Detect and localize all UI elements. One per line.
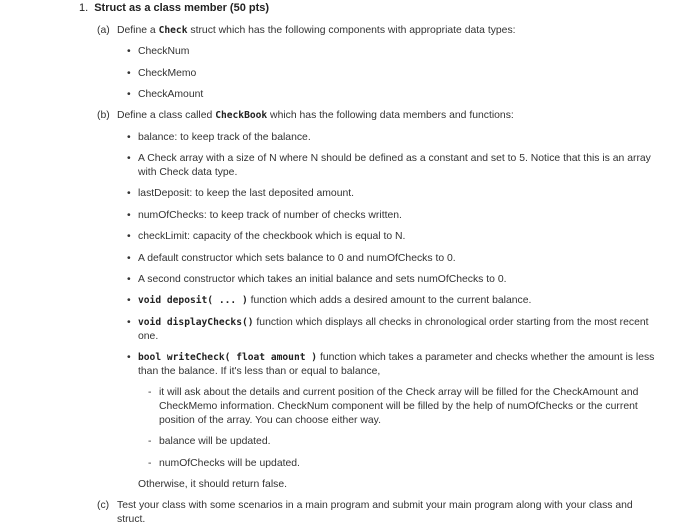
list-item: • A Check array with a size of N where N should be defined as a constant and set to 5. Notice that this is an array with Check data type. — [127, 153, 651, 178]
list-item: • checkLimit: capacity of the checkbook which is equal to N. — [127, 231, 406, 242]
write-check-function-code: bool writeCheck( float amount ) — [138, 352, 318, 363]
list-item: • CheckNum — [127, 46, 190, 57]
otherwise-text: Otherwise, it should return false. — [138, 479, 288, 490]
checkbook-class-code: CheckBook — [215, 110, 268, 121]
part-c — [97, 499, 657, 527]
list-item: • numOfChecks: to keep track of number of checks written. — [127, 210, 402, 221]
part-a-intro: (a) Define a Check struct which has the following components with appropriate data types: — [97, 25, 516, 36]
list-item: • CheckAmount — [127, 89, 204, 100]
part-b-intro: (b) Define a class called CheckBook which has the following data members and functions: — [97, 110, 514, 121]
display-checks-function-code: void displayChecks() — [138, 317, 254, 328]
list-item-display-checks: • void displayChecks() function which displays all checks in chronological order starting from the most recent one. — [127, 317, 649, 342]
list-item: • A second constructor which takes an initial balance and sets numOfChecks to 0. — [127, 274, 507, 285]
list-item-write-check: • bool writeCheck( float amount ) function which takes a parameter and checks whether the amount is less than the balance. If it's less than or equal to balance, — [127, 352, 655, 377]
sub-list-item: - numOfChecks will be updated. — [148, 458, 300, 469]
check-struct-code: Check — [158, 25, 188, 36]
deposit-function-code: void deposit( ... ) — [138, 295, 248, 306]
list-item: • lastDeposit: to keep the last deposited amount. — [127, 188, 355, 199]
question-heading — [79, 1, 269, 15]
sub-list-item: - balance will be updated. — [148, 436, 271, 447]
sub-list-item: - it will ask about the details and current position of the Check array will be filled for the CheckAmount and CheckMemo information. CheckNum component will be filled by the help of numOfChecks or the current position of the array. You can choose either way. — [148, 387, 639, 426]
part-c-label: (c) — [97, 500, 110, 511]
list-item-deposit: • void deposit( ... ) function which adds a desired amount to the current balance. — [127, 295, 532, 306]
list-item: • CheckMemo — [127, 68, 197, 79]
question-number: 1. — [79, 2, 89, 14]
question-title: Struct as a class member (50 pts) — [94, 2, 270, 14]
part-a-label: (a) — [97, 25, 110, 36]
part-b-label: (b) — [97, 110, 110, 121]
part-c-text: Test your class with some scenarios in a main program and submit your main program along with your class and struct. — [117, 500, 633, 525]
list-item: • balance: to keep track of the balance. — [127, 132, 311, 143]
list-item: • A default constructor which sets balance to 0 and numOfChecks to 0. — [127, 253, 456, 264]
